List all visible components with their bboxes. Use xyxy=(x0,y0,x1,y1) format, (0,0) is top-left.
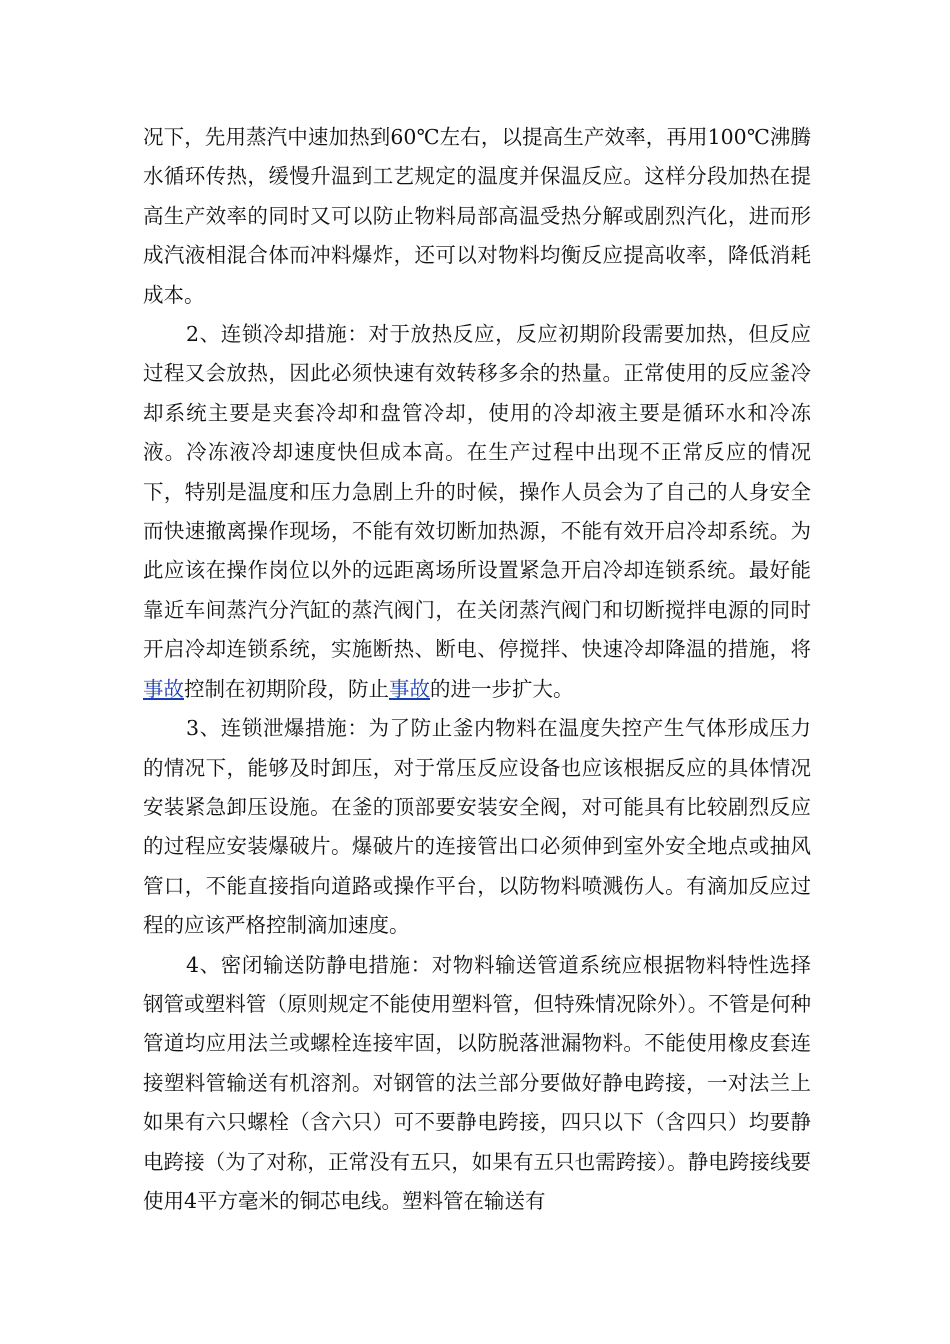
paragraph-text: 2、连锁冷却措施：对于放热反应，反应初期阶段需要加热，但反应过程又会放热，因此必须快速有效转移多余的热量。正常使用的反应釜冷却系统主要是夹套冷却和盘管冷却，使用的冷却液主要是循环水和冷冻液。冷冻液冷却速度快但成本高。在生产过程中出现不正常反应的情况下，特别是温度和压力急剧上升的时候，操作人员会为了自己的人身安全而快速撤离操作现场，不能有效切断加热源，不能有效开启冷却系统。为此应该在操作岗位以外的远距离场所设置紧急开启冷却连锁系统。最好能靠近车间蒸汽分汽缸的蒸汽阀门，在关闭蒸汽阀门和切断搅拌电源的同时开启冷却连锁系统，实施断热、断电、停搅拌、快速冷却降温的措施，将 xyxy=(143,322,811,662)
accident-link[interactable]: 事故 xyxy=(389,676,430,701)
paragraph-closed-transfer-antistatic: 4、密闭输送防静电措施：对物料输送管道系统应根据物料特性选择钢管或塑料管（原则规定不能使用塑料管，但特殊情况除外）。不管是何种管道均应用法兰或螺栓连接牢固，以防脱落泄漏物料。不能使用橡皮套连接塑料管输送有机溶剂。对钢管的法兰部分要做好静电跨接，一对法兰上如果有六只螺栓（含六只）可不要静电跨接，四只以下（含四只）均要静电跨接（为了对称，正常没有五只，如果有五只也需跨接）。静电跨接线要使用4平方毫米的铜芯电线。塑料管在输送有 xyxy=(143,952,811,1213)
paragraph-text: 控制在初期阶段，防止 xyxy=(184,676,389,701)
paragraph-heating-continued: 况下，先用蒸汽中速加热到60℃左右，以提高生产效率，再用100℃沸腾水循环传热，缓慢升温到工艺规定的温度并保温反应。这样分段加热在提高生产效率的同时又可以防止物料局部高温受热分解或剧烈汽化，进而形成汽液相混合体而冲料爆炸，还可以对物料均衡反应提高收率，降低消耗成本。 xyxy=(143,125,811,307)
accident-link[interactable]: 事故 xyxy=(143,676,184,701)
document-body xyxy=(143,118,811,1221)
paragraph-text: 的进一步扩大。 xyxy=(430,676,574,701)
paragraph-interlock-pressure-relief: 3、连锁泄爆措施：为了防止釜内物料在温度失控产生气体形成压力的情况下，能够及时卸压，对于常压反应设备也应该根据反应的具体情况安装紧急卸压设施。在釜的顶部要安装安全阀，对可能具有比较剧烈反应的过程应安装爆破片。爆破片的连接管出口必须伸到室外安全地点或抽风管口，不能直接指向道路或操作平台，以防物料喷溅伤人。有滴加反应过程的应该严格控制滴加速度。 xyxy=(143,716,811,938)
paragraph-interlock-cooling xyxy=(143,315,811,709)
